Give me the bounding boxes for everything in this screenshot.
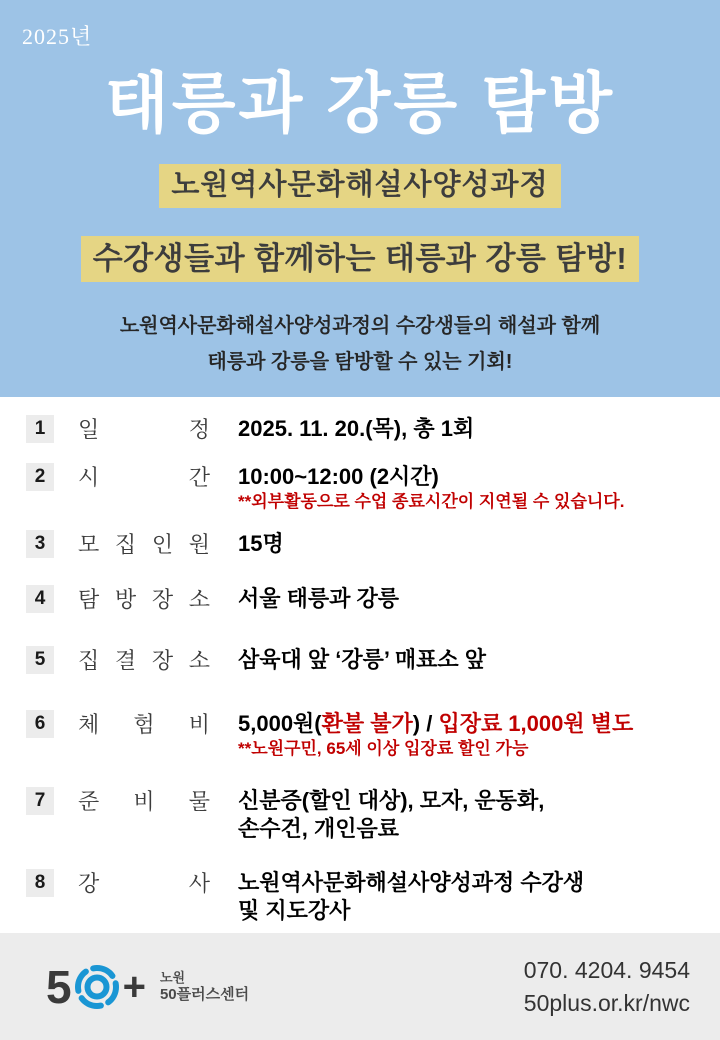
row-number-badge: 7: [26, 787, 54, 815]
fee-part-no-refund: 환불 불가: [321, 711, 413, 736]
row-number-badge: 4: [26, 585, 54, 613]
year-label: 2025년: [22, 24, 93, 49]
row-label: 탐 방 장 소: [78, 587, 210, 612]
logo-org-name: [160, 970, 249, 1004]
fee-value: [238, 710, 633, 738]
org-name-line-1: 노원: [159, 969, 186, 985]
info-list: [0, 397, 720, 925]
fee-part-admission: 입장료 1,000원 별도: [438, 711, 634, 736]
info-row-instructor: [26, 869, 720, 925]
row-number-badge: 1: [26, 415, 54, 443]
info-row-place: [26, 585, 720, 613]
hero-section: [0, 0, 720, 397]
time-value: 10:00~12:00 (2시간): [238, 464, 439, 489]
row-number-badge: 3: [26, 530, 54, 558]
time-note: **외부활동으로 수업 종료시간이 지연될 수 있습니다.: [238, 492, 625, 511]
highlight-subtitle: 수강생들과 함께하는 태릉과 강릉 탐방!: [81, 236, 639, 282]
row-number-badge: 8: [26, 869, 54, 897]
row-label: 준 비 물: [78, 789, 210, 814]
highlight-line-2-wrap: [0, 228, 720, 282]
info-row-capacity: [26, 530, 720, 558]
row-label: 시 간: [78, 465, 210, 490]
row-number-badge: 6: [26, 710, 54, 738]
poster-description: [0, 308, 720, 380]
fifty-plus-logo: [46, 960, 250, 1013]
row-label: 체 험 비: [78, 712, 210, 737]
supplies-line-1: 신분증(할인 대상), 모자, 운동화,: [238, 788, 545, 813]
highlight-course-name: 노원역사문화해설사양성과정: [159, 164, 560, 208]
row-value: 삼육대 앞 ‘강릉’ 매표소 앞: [238, 647, 486, 672]
instructor-line-2: 및 지도강사: [238, 898, 351, 923]
info-row-meeting-point: [26, 646, 720, 674]
logo-plus-sign: +: [122, 964, 146, 1009]
logo-digit-5: 5: [46, 960, 72, 1013]
instructor-line-1: 노원역사문화해설사양성과정 수강생: [238, 870, 585, 895]
highlight-line-1-wrap: [0, 164, 720, 208]
info-row-fee: [26, 710, 720, 760]
supplies-line-2: 손수건, 개인음료: [238, 816, 399, 841]
row-value: 15명: [238, 531, 284, 556]
fifty-plus-target-icon: [73, 963, 121, 1011]
fee-note: **노원구민, 65세 이상 입장료 할인 가능: [238, 739, 529, 758]
row-value: 2025. 11. 20.(목), 총 1회: [238, 416, 475, 441]
row-value: [238, 710, 633, 760]
row-label: 일 정: [78, 417, 210, 442]
fee-part-amount: 5,000원(: [238, 711, 322, 736]
description-line-1: 노원역사문화해설사양성과정의 수강생들의 해설과 함께: [119, 314, 601, 337]
contact-info: [524, 954, 690, 1020]
row-number-badge: 2: [26, 463, 54, 491]
website-url[interactable]: 50plus.or.kr/nwc: [523, 989, 690, 1016]
row-label: 집 결 장 소: [78, 648, 210, 673]
org-name-line-2: 50플러스센터: [159, 985, 250, 1003]
info-row-supplies: [26, 787, 720, 843]
row-number-badge: 5: [26, 646, 54, 674]
info-row-time: [26, 463, 720, 513]
row-value: [238, 869, 584, 925]
phone-number: 070. 4204. 9454: [523, 956, 690, 983]
fee-part-separator: ) /: [412, 711, 439, 736]
info-row-schedule: [26, 415, 720, 443]
row-value: 서울 태릉과 강릉: [238, 586, 399, 611]
footer: [0, 933, 720, 1040]
row-label: 강 사: [78, 871, 210, 896]
poster-title: 태릉과 강릉 탐방: [105, 66, 615, 140]
row-value: [238, 463, 624, 513]
row-value: [238, 787, 544, 843]
description-line-2: 태릉과 강릉을 탐방할 수 있는 기회!: [207, 350, 513, 373]
row-label: 모 집 인 원: [78, 532, 210, 557]
